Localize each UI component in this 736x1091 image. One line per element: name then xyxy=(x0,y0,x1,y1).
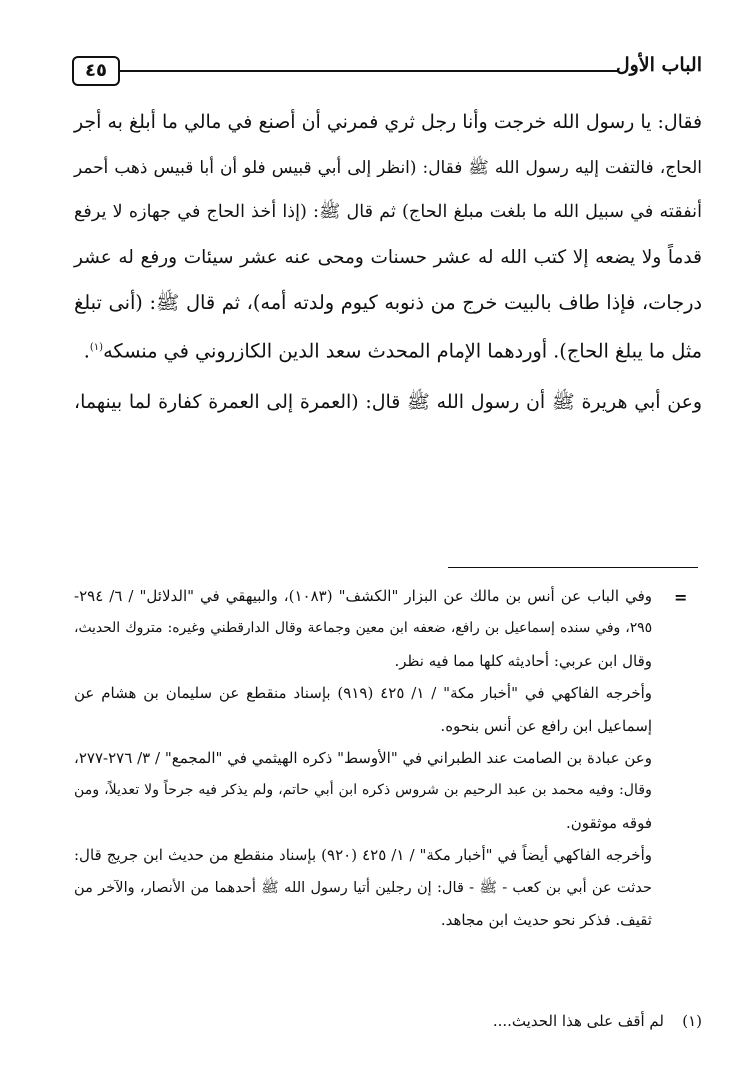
footnotes xyxy=(74,580,652,936)
footnote-line: حدثت عن أبي بن كعب - ﷺ - قال: إن رجلين أتيا رسول الله ﷺ أحدهما من الأنصار، والآخر من xyxy=(74,878,652,896)
footnote-line: وعن عبادة بن الصامت عند الطبراني في "الأوسط" ذكره الهيثمي في "المجمع" / ٣/ ٢٧٦-٢٧٧، xyxy=(74,748,653,767)
page-number: ٤٥ xyxy=(72,56,120,86)
footnote-line: إسماعيل ابن رافع عن أنس بنحوه. xyxy=(440,716,652,735)
footnote-line: وأخرجه الفاكهي أيضاً في "أخبار مكة" / ١/ ٤٢٥ (٩٢٠) بإسناد منقطع من حديث ابن جريج قال: xyxy=(74,846,652,865)
main-text xyxy=(74,100,702,425)
footnote-reference: (١) xyxy=(89,342,104,353)
footnote-1 xyxy=(74,1006,702,1036)
footnote-separator xyxy=(448,567,698,568)
text-line: درجات، فإذا طاف بالبيت خرج من ذنوبه كيوم ولدته أمه)، ثم قال ﷺ: (أنى تبلغ xyxy=(74,291,702,314)
text-line-content: مثل ما يبلغ الحاج). أوردهما الإمام المحدث سعد الدين الكازروني في منسكه xyxy=(103,339,702,363)
text-line xyxy=(74,325,702,370)
footnote-line: ثقيف. فذكر نحو حديث ابن مجاهد. xyxy=(440,910,652,929)
text-line: قدماً ولا يضعه إلا كتب الله له عشر حسنات ومحى عنه عشر سيئات ورفع له عشر xyxy=(74,247,702,268)
footnote-number: (١) xyxy=(682,1012,702,1030)
period: . xyxy=(83,339,90,363)
chapter-title: الباب الأول xyxy=(615,54,702,76)
footnote-text: لم أقف على هذا الحديث.... xyxy=(492,1012,664,1030)
footnote-line: وأخرجه الفاكهي في "أخبار مكة" / ١/ ٤٢٥ (٩١٩) بإسناد منقطع عن سليمان بن هشام عن xyxy=(74,684,653,703)
text-line: الحاج، فالتفت إليه رسول الله ﷺ فقال: (انظر إلى أبي قبيس فلو أن أبا قبيس ذهب أحمر xyxy=(74,157,702,177)
footnote-line: وقال: وفيه محمد بن عبد الرحيم بن شروس ذكره ابن أبي حاتم، ولم يذكر فيه جرحاً ولا تعديلاً، ومن xyxy=(74,782,652,799)
text-line: وعن أبي هريرة ﷺ أن رسول الله ﷺ قال: (العمرة إلى العمرة كفارة لما بينهما، xyxy=(74,391,702,413)
footnote-line: ٢٩٥، وفي سنده إسماعيل بن رافع، ضعفه ابن معين وجماعة وقال الدارقطني وغيره: متروك الحديث، xyxy=(74,620,652,637)
footnote-line: وفي الباب عن أنس بن مالك عن البزار "الكشف" (١٠٨٣)، والبيهقي في "الدلائل" / ٦/ ٢٩٤- xyxy=(74,587,652,605)
text-line: فقال: يا رسول الله خرجت وأنا رجل ثري فمرني أن أصنع في مالي ما أبلغ به أجر xyxy=(74,111,702,133)
text-line: أنفقته في سبيل الله ما بلغت مبلغ الحاج) ثم قال ﷺ: (إذا أخذ الحاج في جهازه لا يرفع xyxy=(74,202,702,222)
footnote-continuation-mark: = xyxy=(674,588,688,607)
page-header xyxy=(72,50,702,90)
header-rule xyxy=(120,70,618,72)
footnote-line: فوقه موثقون. xyxy=(566,813,652,832)
footnote-line: وقال ابن عربي: أحاديثه كلها مما فيه نظر. xyxy=(394,651,652,670)
